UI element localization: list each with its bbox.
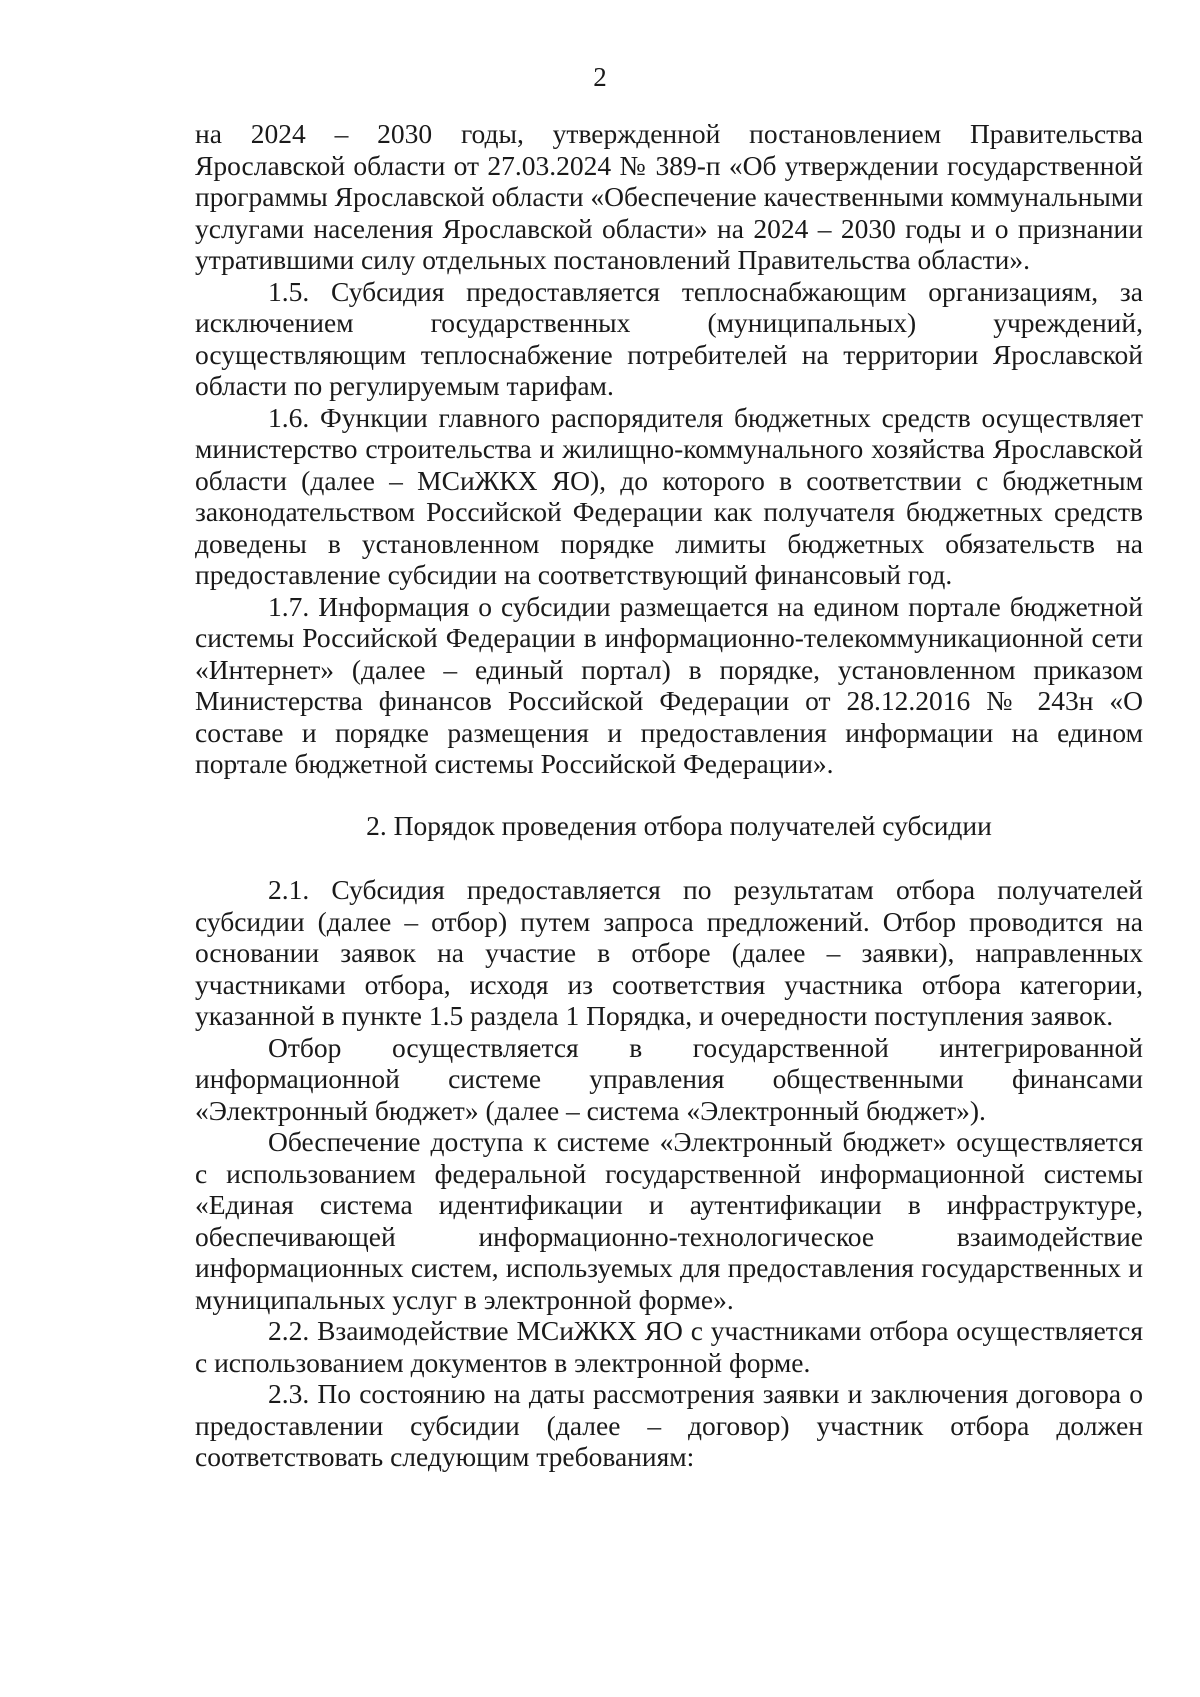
paragraph-2-1: 2.1. Субсидия предоставляется по результатам отбора получателей субсидии (далее – отбор) путем запроса предложений. Отбор проводится на основании заявок на участие в отборе (далее – заявки), направленных участниками отбора, исходя из соответствия участника отбора категории, указанной в пункте 1.5 раздела 1 Порядка, и очередности поступления заявок. bbox=[195, 874, 1143, 1031]
paragraph-continuation: на 2024 – 2030 годы, утвержденной постановлением Правительства Ярославской области от 27.03.2024 № 389-п «Об утверждении государственной программы Ярославской области «Обеспечение качественными коммунальными услугами населения Ярославской области» на 2024 – 2030 годы и о признании утратившими силу отдельных постановлений Правительства области». bbox=[195, 118, 1143, 275]
paragraph-2-2: 2.2. Взаимодействие МСиЖКХ ЯО с участниками отбора осуществляется с использованием документов в электронной форме. bbox=[195, 1315, 1143, 1378]
paragraph-1-6: 1.6. Функции главного распорядителя бюджетных средств осуществляет министерство строительства и жилищно-коммунального хозяйства Ярославской области (далее – МСиЖКХ ЯО), до которого в соответствии с бюджетным законодательством Российской Федерации как получателя бюджетных средств доведены в установленном порядке лимиты бюджетных обязательств на предоставление субсидии на соответствующий финансовый год. bbox=[195, 401, 1143, 590]
paragraph-2-1-access: Обеспечение доступа к системе «Электронный бюджет» осуществляется с использованием федеральной государственной информационной системы «Единая система идентификации и аутентификации в инфраструктуре, обеспечивающей информационно-технологическое взаимодействие информационных систем, используемых для предоставления государственных и муниципальных услуг в электронной форме». bbox=[195, 1126, 1143, 1315]
paragraph-1-7: 1.7. Информация о субсидии размещается на едином портале бюджетной системы Российской Федерации в информационно-телекоммуникационной сети «Интернет» (далее – единый портал) в порядке, установленном приказом Министерства финансов Российской Федерации от 28.12.2016 № 243н «О составе и порядке размещения и предоставления информации на едином портале бюджетной системы Российской Федерации». bbox=[195, 590, 1143, 779]
section-2-heading: 2. Порядок проведения отбора получателей субсидии bbox=[366, 809, 992, 841]
paragraph-1-5: 1.5. Субсидия предоставляется теплоснабжающим организациям, за исключением государственных (муниципальных) учреждений, осуществляющим теплоснабжение потребителей на территории Ярославской области по регулируемым тарифам. bbox=[195, 275, 1143, 401]
paragraph-2-1-system: Отбор осуществляется в государственной интегрированной информационной системе управления общественными финансами «Электронный бюджет» (далее – система «Электронный бюджет»). bbox=[195, 1031, 1143, 1126]
page-number: 2 bbox=[593, 62, 607, 92]
paragraph-2-3: 2.3. По состоянию на даты рассмотрения заявки и заключения договора о предоставлении субсидии (далее – договор) участник отбора должен соответствовать следующим требованиям: bbox=[195, 1378, 1143, 1472]
document-body bbox=[195, 118, 1143, 1473]
